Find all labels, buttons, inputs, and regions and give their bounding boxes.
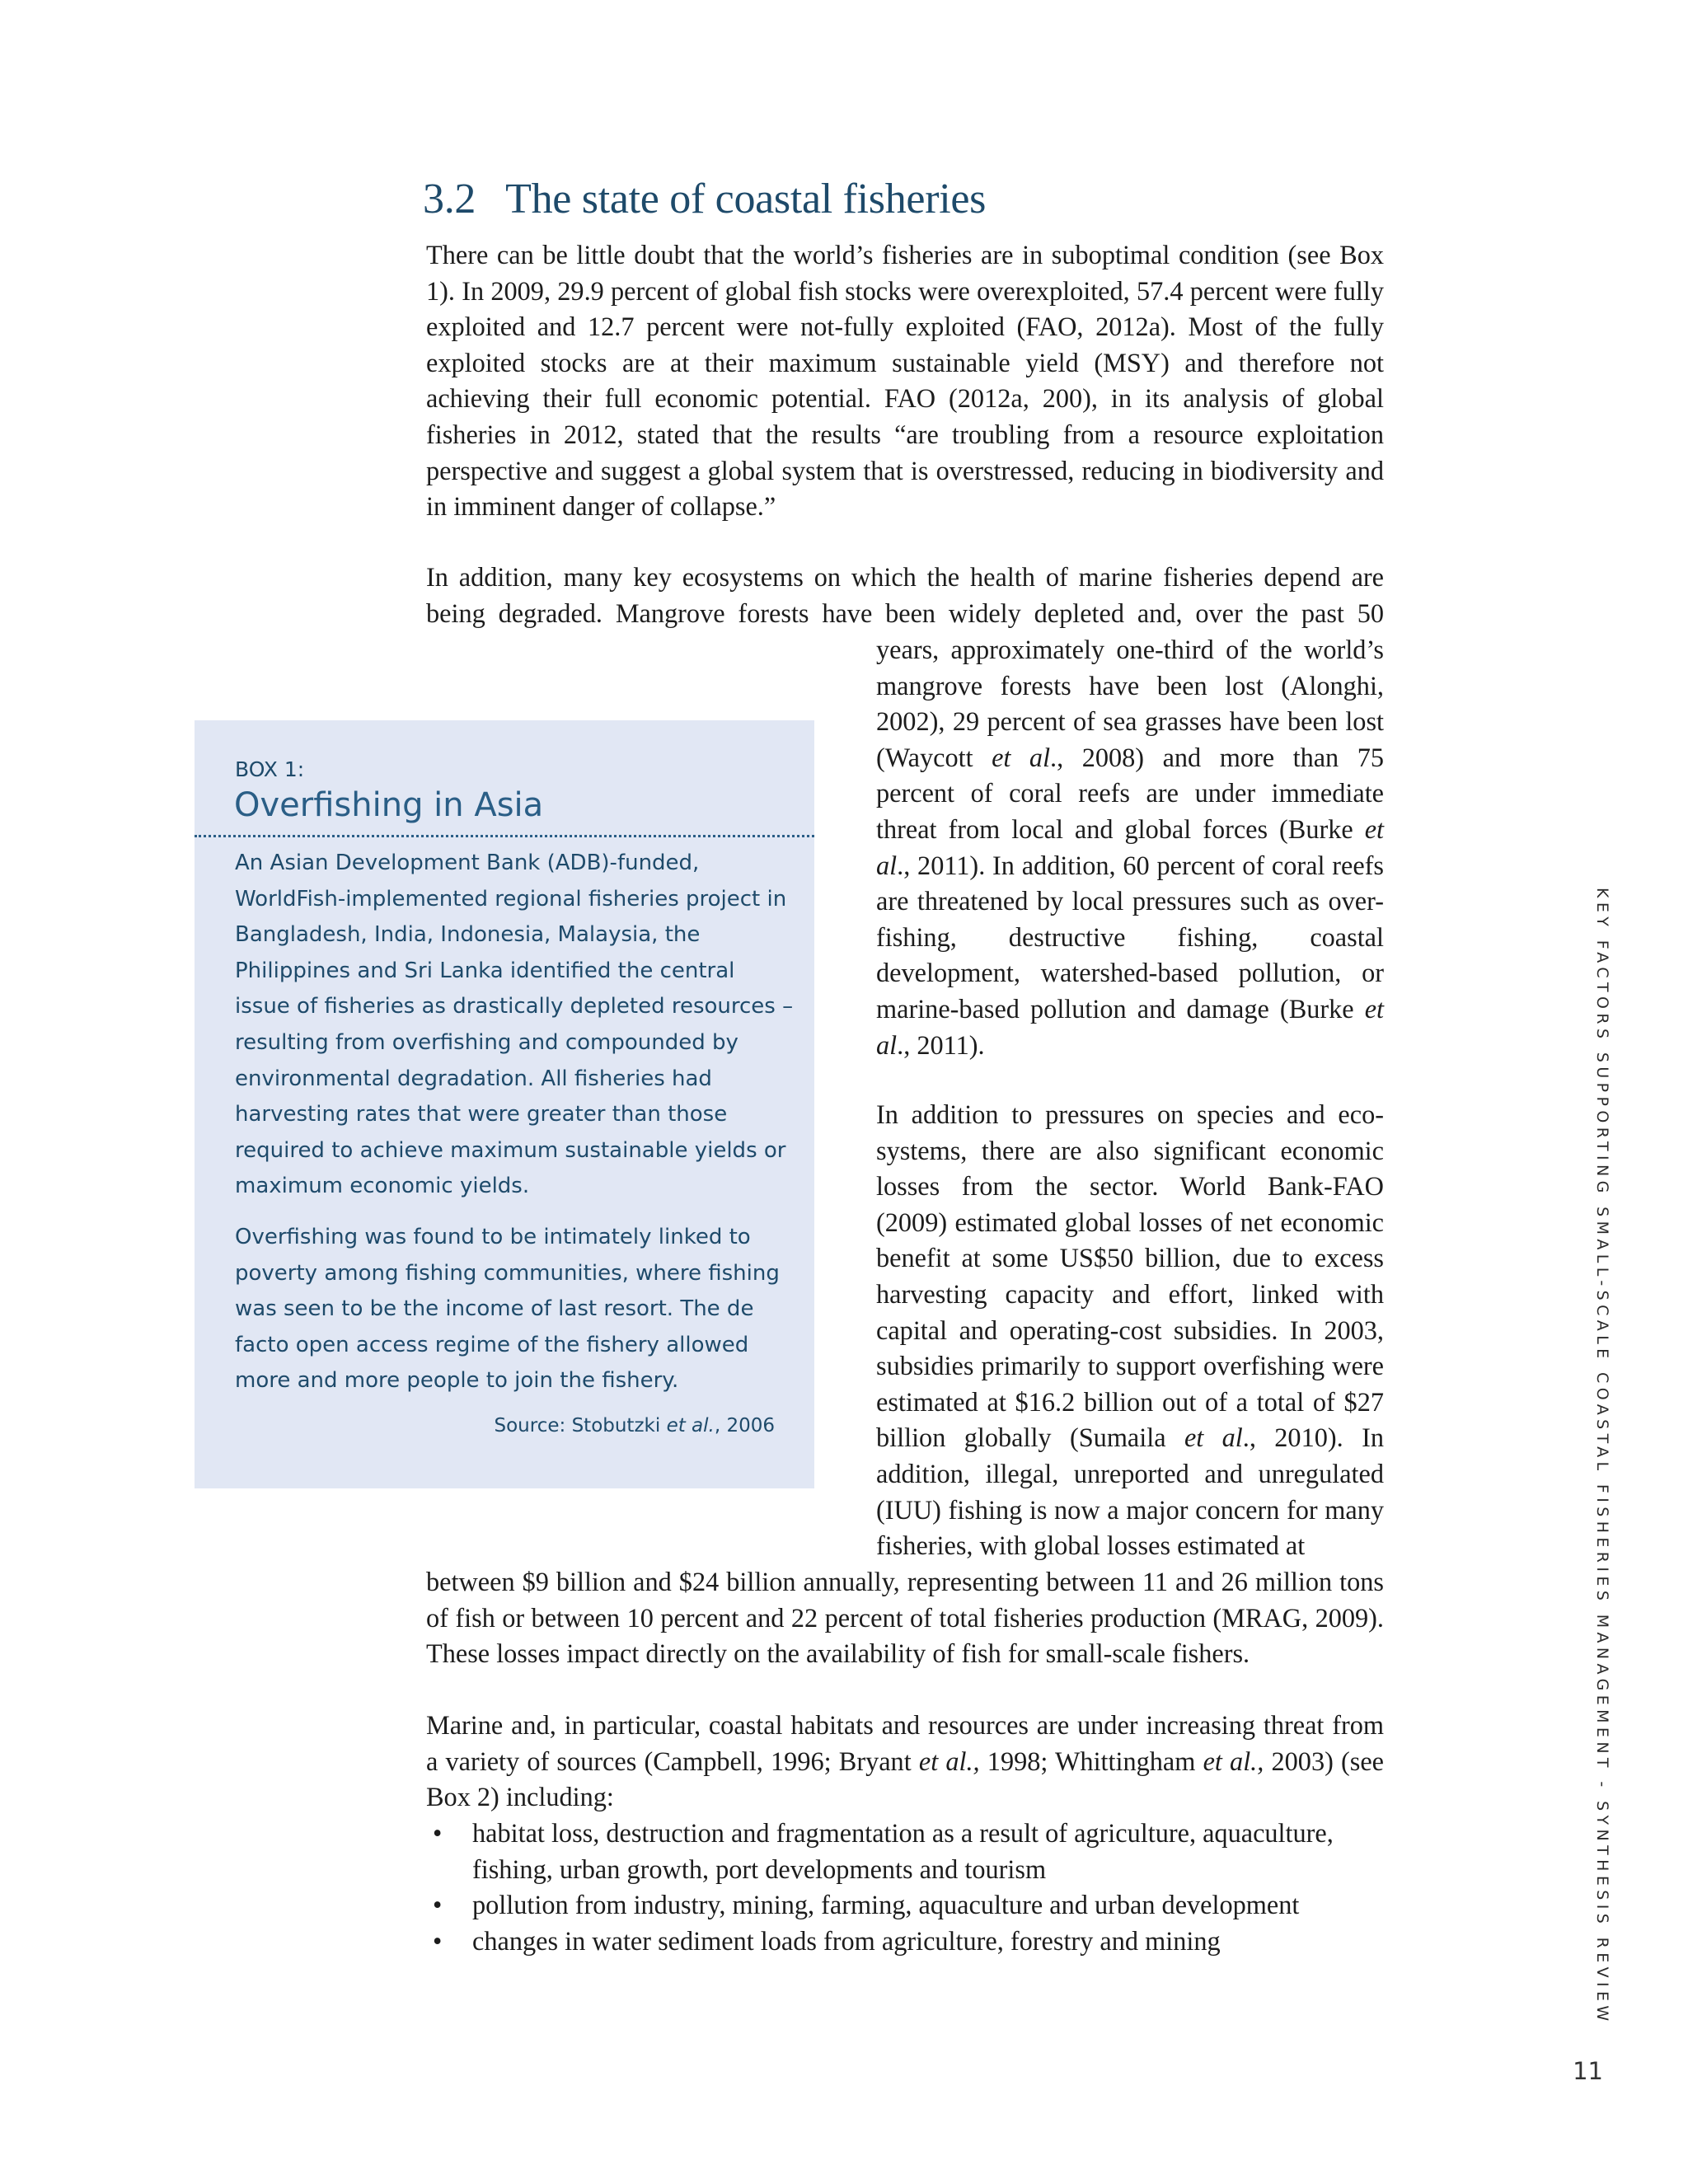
text-run: In addition to pressures on species and eco-systems, there are also significant economic losses from the sector. World Bank-FAO (2009) estimated global losses of net economic benefit at some US$50 billion, due to excess harvesting capacity and effort, linked with capital and operating-cost subsidies. In 2003, subsidies primarily to support overfishing were estimated at $16.2 billion out of a total of $27 billion globally (Sumaila [876,1099,1384,1453]
text-italic: et al [876,813,1384,880]
text-italic: et al., [918,1746,980,1776]
bullet-icon: • [433,1890,443,1920]
list-item-text: habitat loss, destruction and fragmentation as a result of agriculture, aquaculture, fishing, urban growth, port developments and tourism [472,1818,1334,1884]
source-year: , 2006 [714,1415,775,1436]
paragraph-2-line-1: In addition, many key ecosystems on which the health of marine fisheries depend are [426,562,1384,592]
list-item [426,1924,1384,1960]
text-run: ., 2010). In addition, illegal, unreported and unregulated (IUU) fishing is now a major concern for many fisheries, with global losses estimated at [876,1422,1384,1561]
box-paragraph-2: Overfishing was found to be intimately linked to poverty among fishing communities, where fishing was seen to be the income of last resort. The de facto open access regime of the fishery allowed more and more people to join the fishery. [235,1224,780,1394]
list-item-text: pollution from industry, mining, farming, aquaculture and urban development [472,1890,1300,1920]
box-body [235,846,795,1399]
list-item-text: changes in water sediment loads from agriculture, forestry and mining [472,1925,1221,1956]
box-1-overfishing-in-asia [195,720,814,1488]
paragraph-2-intro [426,560,1384,631]
box-source [495,1415,775,1436]
text-run: 2003) (see Box 2) including: [426,1746,1385,1812]
source-italic: et al. [666,1415,715,1436]
box-label: BOX 1: [235,757,305,781]
paragraph-3-column [876,1097,1384,1564]
text-run: Marine and, in particular, coastal habitats and resources are under increasing threat from a variety of sources (Campbell, 1996; Bryant [426,1710,1384,1776]
text-italic: et al [1184,1422,1243,1453]
section-heading [423,175,986,223]
page-number: 11 [1573,2057,1603,2085]
paragraph-2-column [876,632,1384,1063]
text-italic: et al., [1203,1746,1264,1776]
threat-list [426,1816,1384,1959]
section-title: The state of coastal fisheries [505,176,987,223]
paragraph-2-line-2: being degraded. Mangrove forests have been widely depleted and, over the past 50 [426,598,1384,628]
list-item [426,1887,1384,1924]
text-italic: et al [992,742,1051,772]
text-italic: et al [876,993,1384,1060]
text-run: ., 2011). In addition, 60 percent of coral reefs are threatened by local pressures such as over-fishing, destructive fishing, coastal development, watershed-based pollution, or marine-based pollution and damage (Burke [876,850,1384,1024]
text-run: ., 2011). [897,1029,985,1060]
text-run: years, approximately one-third of the world’s mangrove forests have been lost (Alonghi, 2002), 29 percent of sea grasses have been lost (Waycott [876,635,1384,772]
paragraph-3-continued: between $9 billion and $24 billion annually, representing between 11 and 26 million tons of fish or between 10 percent and 22 percent of total fisheries production (MRAG, 2009). These losses impact directly on the availability of fish for small-scale fishers. [426,1567,1384,1669]
bullet-icon: • [433,1818,443,1848]
paragraph-4 [426,1708,1384,1816]
dotted-divider [195,835,814,837]
box-title: Overfishing in Asia [234,786,544,824]
text-run: 1998; Whittingham [979,1746,1203,1776]
text-run: ., 2008) and more than 75 percent of coral reefs are under immediate threat from local and global forces (Burke [876,742,1385,844]
running-side-title: KEY FACTORS SUPPORTING SMALL-SCALE COASTAL FISHERIES MANAGEMENT - SYNTHESIS REVIEW [1593,888,1611,2026]
box-paragraph-1: An Asian Development Bank (ADB)-funded, WorldFish-implemented regional fisheries project in Bangladesh, India, Indonesia, Malaysia, the Philippines and Sri Lanka identified the central issue of fisheries as drastically depleted resources – resulting from overfishing and compounded by environmental degradation. All fisheries had harvesting rates that were greater than those required to achieve maximum sustainable yields or maximum economic yields. [235,851,794,1199]
bullet-icon: • [433,1925,443,1956]
list-item [426,1816,1384,1887]
source-text: Source: Stobutzki [494,1415,667,1436]
section-number: 3.2 [423,176,476,223]
paragraph-1: There can be little doubt that the world’s fisheries are in suboptimal condition (see Box 1). In 2009, 29.9 percent of global fish stocks were overexploited, 57.4 percent were fully exploited and 12.7 percent were not-fully exploited (FAO, 2012a). Most of the fully exploited stocks are at their maximum sustainable yield (MSY) and therefore not achieving their full economic potential. FAO (2012a, 200), in its analysis of global fisheries in 2012, stated that the results “are troubling from a resource exploitation perspective and suggest a global system that is overstressed, reducing in biodiversity and in imminent danger of collapse.” [426,240,1384,522]
